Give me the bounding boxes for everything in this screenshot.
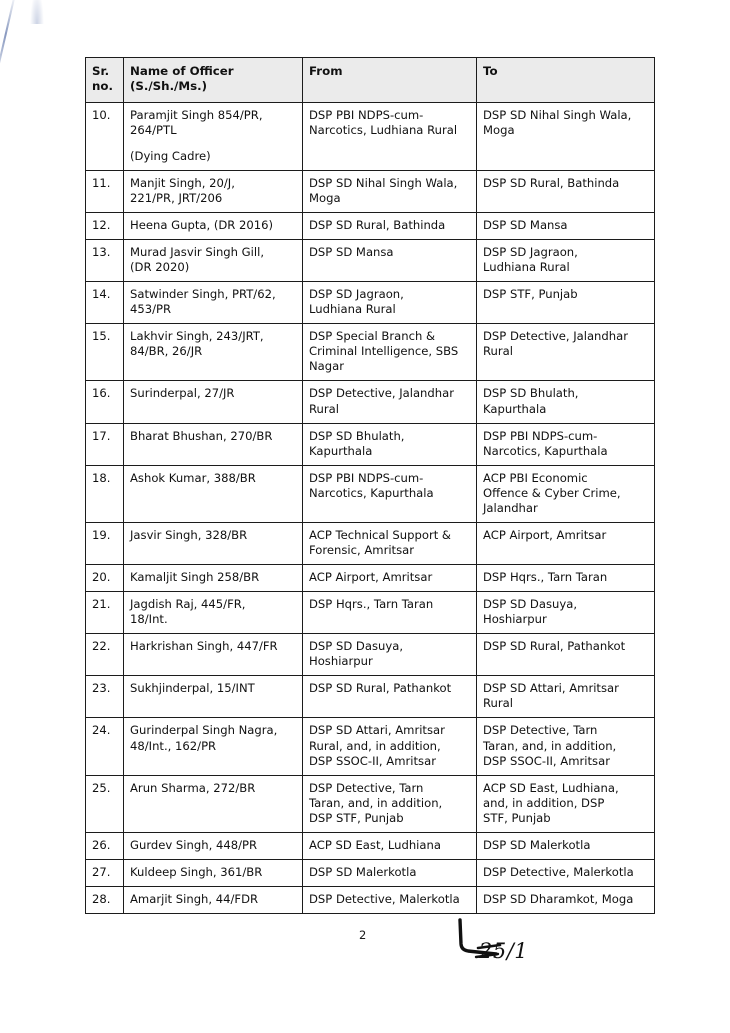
table-row xyxy=(86,423,655,465)
cell-officer-name-line: Lakhvir Singh, 243/JRT, xyxy=(130,329,264,344)
cell-to-posting xyxy=(477,775,655,832)
cell-officer-name-line: 453/PR xyxy=(130,302,172,317)
cell-from-posting xyxy=(303,465,477,522)
cell-officer-name xyxy=(124,522,303,564)
cell-from-posting-line: DSP SD Malerkotla xyxy=(309,864,417,879)
cell-to-posting-line: DSP SD Rural, Pathankot xyxy=(483,639,626,654)
cell-officer-name-line: 84/BR, 26/JR xyxy=(130,344,203,359)
cell-to-posting xyxy=(477,522,655,564)
cell-from-posting-line: DSP Detective, Tarn xyxy=(309,780,424,795)
cell-to-posting-line: Taran, and, in addition, xyxy=(483,738,617,753)
cell-from-posting xyxy=(303,592,477,634)
cell-officer-name xyxy=(124,565,303,592)
cell-from-posting xyxy=(303,522,477,564)
cell-from-posting-line: Forensic, Amritsar xyxy=(309,542,415,557)
officer-transfer-table xyxy=(85,57,655,914)
cell-sr-no: 15. xyxy=(86,324,124,381)
cell-to-posting xyxy=(477,718,655,775)
cell-to-posting-line: DSP SD Jagraon, xyxy=(483,245,578,260)
cell-from-posting xyxy=(303,240,477,282)
cell-from-posting-line: ACP Technical Support & xyxy=(309,527,451,542)
column-header-to: To xyxy=(477,58,655,103)
cell-officer-name xyxy=(124,381,303,423)
cell-to-posting xyxy=(477,676,655,718)
cell-sr-no: 18. xyxy=(86,465,124,522)
cell-from-posting-line: DSP SD Rural, Pathankot xyxy=(309,681,452,696)
cell-sr-no: 20. xyxy=(86,565,124,592)
cell-to-posting-line: DSP SD Dharamkot, Moga xyxy=(483,891,634,906)
cell-to-posting-line: ACP Airport, Amritsar xyxy=(483,527,607,542)
cell-officer-name-line: Bharat Bhushan, 270/BR xyxy=(130,428,273,443)
cell-officer-name-line: 48/Int., 162/PR xyxy=(130,738,217,753)
officer-note: (Dying Cadre) xyxy=(130,148,211,163)
cell-sr-no: 26. xyxy=(86,832,124,859)
cell-from-posting xyxy=(303,718,477,775)
table-row xyxy=(86,381,655,423)
cell-from-posting-line: DSP SSOC-II, Amritsar xyxy=(309,753,436,768)
cell-to-posting xyxy=(477,324,655,381)
table-row xyxy=(86,565,655,592)
cell-officer-name-line: Kuldeep Singh, 361/BR xyxy=(130,864,263,879)
cell-officer-name xyxy=(124,465,303,522)
cell-from-posting xyxy=(303,282,477,324)
table-row xyxy=(86,634,655,676)
handwritten-date: 25/1 xyxy=(479,939,529,963)
cell-officer-name xyxy=(124,423,303,465)
cell-officer-name-line: Heena Gupta, (DR 2016) xyxy=(130,217,274,232)
cell-from-posting-line: DSP Detective, Jalandhar xyxy=(309,386,454,401)
cell-officer-name-line: Gurinderpal Singh Nagra, xyxy=(130,723,278,738)
cell-from-posting-line: DSP SD Rural, Bathinda xyxy=(309,217,446,232)
cell-to-posting-line: ACP SD East, Ludhiana, xyxy=(483,780,619,795)
cell-officer-name xyxy=(124,775,303,832)
cell-officer-name-line: Sukhjinderpal, 15/INT xyxy=(130,681,255,696)
cell-to-posting-line: and, in addition, DSP xyxy=(483,795,605,810)
table-row xyxy=(86,775,655,832)
cell-sr-no: 28. xyxy=(86,886,124,913)
cell-to-posting-line: STF, Punjab xyxy=(483,810,551,825)
cell-from-posting-line: Taran, and, in addition, xyxy=(309,795,443,810)
cell-from-posting-line: DSP SD Dasuya, xyxy=(309,639,404,654)
cell-sr-no: 25. xyxy=(86,775,124,832)
cell-officer-name xyxy=(124,240,303,282)
table-row xyxy=(86,832,655,859)
table-row xyxy=(86,465,655,522)
cell-to-posting-line: Jalandhar xyxy=(483,500,538,515)
cell-officer-name-line: Manjit Singh, 20/J, xyxy=(130,175,235,190)
cell-officer-name xyxy=(124,592,303,634)
cell-to-posting xyxy=(477,282,655,324)
cell-officer-name-line: Murad Jasvir Singh Gill, xyxy=(130,245,265,260)
cell-to-posting-line: DSP Detective, Tarn xyxy=(483,723,598,738)
cell-sr-no: 22. xyxy=(86,634,124,676)
cell-officer-name xyxy=(124,859,303,886)
cell-officer-name-line: Ashok Kumar, 388/BR xyxy=(130,470,256,485)
table-row xyxy=(86,522,655,564)
cell-to-posting xyxy=(477,423,655,465)
cell-from-posting-line: DSP Detective, Malerkotla xyxy=(309,891,460,906)
cell-to-posting xyxy=(477,592,655,634)
cell-from-posting-line: Rural xyxy=(309,401,339,416)
cell-to-posting-line: DSP SD Malerkotla xyxy=(483,837,591,852)
cell-to-posting-line: Offence & Cyber Crime, xyxy=(483,485,621,500)
cell-officer-name-line: 18/Int. xyxy=(130,612,168,627)
cell-from-posting xyxy=(303,170,477,212)
cell-to-posting-line: DSP Detective, Jalandhar xyxy=(483,329,628,344)
cell-from-posting xyxy=(303,775,477,832)
cell-officer-name-line: Paramjit Singh 854/PR, xyxy=(130,107,263,122)
cell-officer-name xyxy=(124,282,303,324)
cell-to-posting xyxy=(477,212,655,239)
cell-to-posting-line: DSP PBI NDPS-cum- xyxy=(483,428,598,443)
cell-sr-no: 23. xyxy=(86,676,124,718)
cell-from-posting-line: Narcotics, Ludhiana Rural xyxy=(309,122,458,137)
table-row xyxy=(86,718,655,775)
cell-sr-no: 16. xyxy=(86,381,124,423)
cell-from-posting-line: DSP SD Attari, Amritsar xyxy=(309,723,445,738)
cell-officer-name xyxy=(124,676,303,718)
cell-from-posting-line: DSP PBI NDPS-cum- xyxy=(309,107,424,122)
cell-to-posting xyxy=(477,634,655,676)
cell-from-posting xyxy=(303,676,477,718)
cell-from-posting xyxy=(303,565,477,592)
cell-from-posting-line: ACP Airport, Amritsar xyxy=(309,570,433,585)
cell-from-posting-line: DSP STF, Punjab xyxy=(309,810,404,825)
cell-officer-name xyxy=(124,832,303,859)
table-row xyxy=(86,592,655,634)
cell-from-posting-line: Moga xyxy=(309,190,341,205)
cell-officer-name-line: Surinderpal, 27/JR xyxy=(130,386,235,401)
cell-sr-no: 24. xyxy=(86,718,124,775)
cell-to-posting-line: DSP STF, Punjab xyxy=(483,287,578,302)
cell-sr-no: 12. xyxy=(86,212,124,239)
cell-to-posting xyxy=(477,240,655,282)
table-row xyxy=(86,324,655,381)
cell-from-posting-line: Nagar xyxy=(309,359,345,374)
cell-officer-name-line: Arun Sharma, 272/BR xyxy=(130,780,256,795)
table-row xyxy=(86,676,655,718)
cell-from-posting xyxy=(303,324,477,381)
cell-from-posting xyxy=(303,381,477,423)
cell-officer-name-line: Harkrishan Singh, 447/FR xyxy=(130,639,278,654)
cell-to-posting-line: DSP Detective, Malerkotla xyxy=(483,864,634,879)
cell-officer-name-line: Satwinder Singh, PRT/62, xyxy=(130,287,276,302)
table-row xyxy=(86,170,655,212)
cell-to-posting xyxy=(477,565,655,592)
cell-to-posting-line: DSP SD Attari, Amritsar xyxy=(483,681,619,696)
cell-from-posting-line: Kapurthala xyxy=(309,443,373,458)
cell-from-posting-line: DSP Hqrs., Tarn Taran xyxy=(309,597,434,612)
cell-to-posting xyxy=(477,381,655,423)
cell-to-posting-line: Hoshiarpur xyxy=(483,612,547,627)
cell-officer-name-line: Amarjit Singh, 44/FDR xyxy=(130,891,259,906)
column-header-name-line1: Name of Officer xyxy=(130,64,234,78)
cell-to-posting-line: Moga xyxy=(483,122,515,137)
table-row xyxy=(86,886,655,913)
scan-artifact-smudge xyxy=(30,0,44,24)
cell-from-posting-line: Narcotics, Kapurthala xyxy=(309,485,434,500)
cell-to-posting-line: DSP SD Dasuya, xyxy=(483,597,578,612)
cell-sr-no: 19. xyxy=(86,522,124,564)
cell-from-posting-line: Ludhiana Rural xyxy=(309,302,396,317)
cell-from-posting xyxy=(303,423,477,465)
cell-from-posting xyxy=(303,832,477,859)
cell-to-posting-line: Rural xyxy=(483,696,513,711)
table-header-row xyxy=(86,58,655,103)
cell-to-posting-line: DSP SD Nihal Singh Wala, xyxy=(483,107,632,122)
cell-officer-name xyxy=(124,718,303,775)
cell-officer-name xyxy=(124,886,303,913)
cell-from-posting-line: DSP PBI NDPS-cum- xyxy=(309,470,424,485)
cell-from-posting-line: Rural, and, in addition, xyxy=(309,738,441,753)
cell-officer-name-line: Kamaljit Singh 258/BR xyxy=(130,570,260,585)
cell-officer-name xyxy=(124,324,303,381)
table-row xyxy=(86,102,655,170)
cell-sr-no: 27. xyxy=(86,859,124,886)
cell-to-posting xyxy=(477,859,655,886)
cell-to-posting xyxy=(477,102,655,170)
cell-spacer xyxy=(130,138,296,149)
cell-from-posting-line: Hoshiarpur xyxy=(309,654,373,669)
table-row xyxy=(86,282,655,324)
cell-sr-no: 11. xyxy=(86,170,124,212)
column-header-from: From xyxy=(303,58,477,103)
column-header-sr-no xyxy=(86,58,124,103)
cell-from-posting-line: Criminal Intelligence, SBS xyxy=(309,344,459,359)
cell-sr-no: 13. xyxy=(86,240,124,282)
cell-to-posting-line: DSP SD Bhulath, xyxy=(483,386,579,401)
cell-from-posting xyxy=(303,102,477,170)
cell-officer-name xyxy=(124,634,303,676)
cell-from-posting xyxy=(303,634,477,676)
cell-to-posting-line: Narcotics, Kapurthala xyxy=(483,443,608,458)
cell-to-posting-line: DSP SD Rural, Bathinda xyxy=(483,175,620,190)
cell-officer-name xyxy=(124,102,303,170)
cell-from-posting-line: DSP SD Nihal Singh Wala, xyxy=(309,175,458,190)
table-header xyxy=(86,58,655,103)
cell-sr-no: 14. xyxy=(86,282,124,324)
cell-from-posting-line: ACP SD East, Ludhiana xyxy=(309,837,441,852)
cell-to-posting-line: Kapurthala xyxy=(483,401,547,416)
column-header-name-line2: (S./Sh./Ms.) xyxy=(130,79,207,94)
table-row xyxy=(86,240,655,282)
cell-officer-name-line: Jagdish Raj, 445/FR, xyxy=(130,597,246,612)
cell-officer-name-line: 221/PR, JRT/206 xyxy=(130,190,223,205)
table-row xyxy=(86,859,655,886)
column-header-sr-no-line1: Sr. xyxy=(92,64,110,78)
cell-to-posting xyxy=(477,465,655,522)
cell-to-posting-line: DSP Hqrs., Tarn Taran xyxy=(483,570,608,585)
cell-to-posting-line: DSP SD Mansa xyxy=(483,217,568,232)
cell-to-posting-line: Rural xyxy=(483,344,513,359)
cell-sr-no: 10. xyxy=(86,102,124,170)
table-body xyxy=(86,102,655,913)
cell-from-posting-line: DSP Special Branch & xyxy=(309,329,436,344)
cell-officer-name-line: Gurdev Singh, 448/PR xyxy=(130,837,258,852)
cell-from-posting xyxy=(303,886,477,913)
cell-from-posting-line: DSP SD Bhulath, xyxy=(309,428,405,443)
cell-to-posting xyxy=(477,886,655,913)
page-number: 2 xyxy=(359,928,367,942)
cell-from-posting xyxy=(303,212,477,239)
table-row xyxy=(86,212,655,239)
cell-to-posting-line: ACP PBI Economic xyxy=(483,470,588,485)
cell-from-posting-line: DSP SD Jagraon, xyxy=(309,287,404,302)
cell-sr-no: 21. xyxy=(86,592,124,634)
cell-to-posting xyxy=(477,832,655,859)
cell-officer-name-line: Jasvir Singh, 328/BR xyxy=(130,527,248,542)
column-header-sr-no-line2: no. xyxy=(92,79,113,94)
cell-officer-name xyxy=(124,212,303,239)
cell-to-posting-line: DSP SSOC-II, Amritsar xyxy=(483,753,610,768)
cell-to-posting-line: Ludhiana Rural xyxy=(483,260,570,275)
cell-from-posting xyxy=(303,859,477,886)
cell-officer-name xyxy=(124,170,303,212)
cell-officer-name-line: 264/PTL xyxy=(130,122,177,137)
cell-sr-no: 17. xyxy=(86,423,124,465)
column-header-name-of-officer xyxy=(124,58,303,103)
cell-officer-name-line: (DR 2020) xyxy=(130,260,190,275)
cell-from-posting-line: DSP SD Mansa xyxy=(309,245,394,260)
cell-to-posting xyxy=(477,170,655,212)
scan-artifact-streak xyxy=(0,0,16,84)
